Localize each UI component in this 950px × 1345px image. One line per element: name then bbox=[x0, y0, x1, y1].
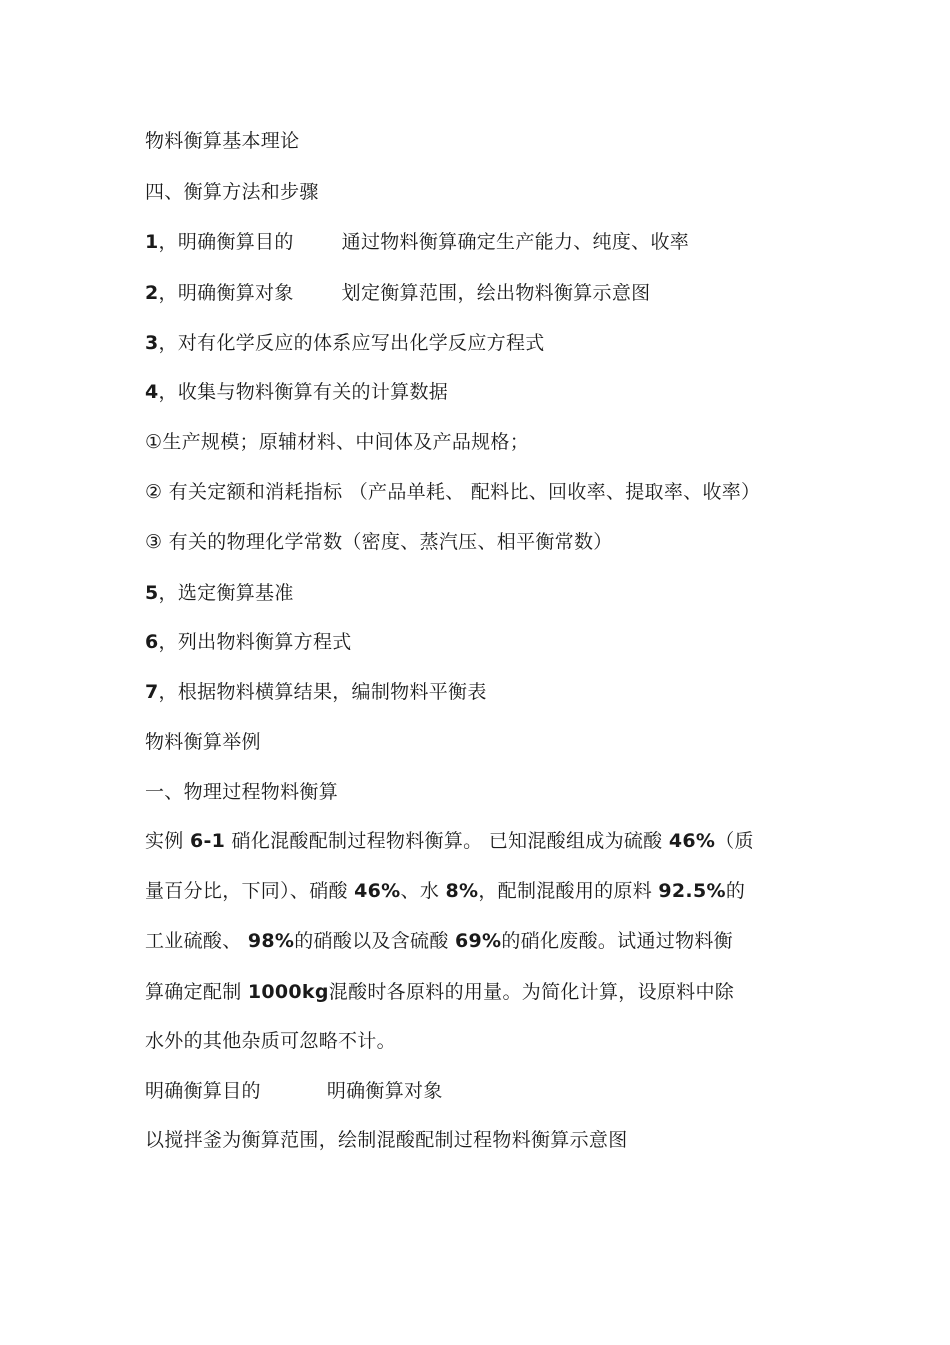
purpose-object-line bbox=[145, 1079, 443, 1103]
section-heading-examples: 物料衡算举例 bbox=[145, 731, 261, 753]
step-number: 2 bbox=[145, 282, 159, 304]
step-number: 6 bbox=[145, 631, 159, 653]
text-run: 工业硫酸、 bbox=[145, 930, 248, 952]
step-text: 对有化学反应的体系应写出化学反应方程式 bbox=[177, 332, 545, 354]
step-description: 通过物料衡算确定生产能力、纯度、收率 bbox=[341, 231, 690, 253]
step-3 bbox=[145, 331, 545, 355]
step-text: 列出物料衡算方程式 bbox=[177, 631, 352, 653]
step-label: 明确衡算目的 bbox=[177, 231, 294, 253]
text-run: 量百分比，下同）、硝酸 bbox=[145, 880, 355, 902]
text-run: 的硝化废酸。试通过物料衡 bbox=[501, 930, 733, 952]
step-text: 根据物料横算结果，编制物料平衡表 bbox=[177, 681, 487, 703]
example-paragraph-line-5: 水外的其他杂质可忽略不计。 bbox=[145, 1030, 396, 1052]
example-paragraph-line-2 bbox=[145, 879, 745, 903]
step-5 bbox=[145, 581, 294, 605]
step-description: 划定衡算范围，绘出物料衡算示意图 bbox=[341, 282, 651, 304]
step-7 bbox=[145, 680, 487, 704]
step-number: 5 bbox=[145, 582, 159, 604]
text-run: ，配制混酸用的原料 bbox=[478, 880, 659, 902]
step-separator: ， bbox=[158, 231, 178, 253]
step-separator: ， bbox=[158, 582, 178, 604]
percentage-value: 92.5% bbox=[658, 880, 726, 902]
data-item-2: ② 有关定额和消耗指标 （产品单耗、 配料比、回收率、提取率、收率） bbox=[145, 481, 761, 503]
step-6 bbox=[145, 630, 352, 654]
step-separator: ， bbox=[158, 631, 178, 653]
percentage-value: 46% bbox=[354, 880, 401, 902]
example-paragraph-line-4 bbox=[145, 980, 734, 1004]
example-paragraph-line-3 bbox=[145, 929, 733, 953]
step-number: 4 bbox=[145, 381, 159, 403]
section-heading-methods: 四、衡算方法和步骤 bbox=[145, 181, 319, 203]
text-run: 实例 bbox=[145, 830, 190, 852]
scope-line: 以搅拌釜为衡算范围，绘制混酸配制过程物料衡算示意图 bbox=[145, 1129, 628, 1151]
text-run: 的 bbox=[725, 880, 746, 902]
step-separator: ， bbox=[158, 332, 178, 354]
step-separator: ， bbox=[158, 681, 178, 703]
percentage-value: 46% bbox=[668, 830, 716, 852]
step-text: 选定衡算基准 bbox=[177, 582, 294, 604]
text-run: 明确衡算对象 bbox=[326, 1080, 443, 1102]
step-4 bbox=[145, 380, 448, 404]
text-run: 算确定配制 bbox=[145, 981, 248, 1003]
step-text: 收集与物料衡算有关的计算数据 bbox=[177, 381, 449, 403]
text-run: 明确衡算目的 bbox=[145, 1080, 261, 1102]
percentage-value: 69% bbox=[454, 930, 502, 952]
step-2 bbox=[145, 281, 650, 305]
text-run: 硝化混酸配制过程物料衡算。 已知混酸组成为硫酸 bbox=[225, 830, 669, 852]
step-label: 明确衡算对象 bbox=[177, 282, 294, 304]
example-number: 6-1 bbox=[189, 830, 226, 852]
data-item-3: ③ 有关的物理化学常数（密度、蒸汽压、相平衡常数） bbox=[145, 531, 613, 553]
percentage-value: 8% bbox=[445, 880, 479, 902]
text-run: 、水 bbox=[400, 880, 446, 902]
step-separator: ， bbox=[158, 282, 178, 304]
percentage-value: 98% bbox=[247, 930, 295, 952]
text-run: （质 bbox=[715, 830, 754, 852]
text-run: 混酸时各原料的用量。为简化计算，设原料中除 bbox=[328, 981, 735, 1003]
section-heading-physical-process: 一、物理过程物料衡算 bbox=[145, 781, 339, 803]
doc-title: 物料衡算基本理论 bbox=[145, 130, 300, 152]
step-number: 3 bbox=[145, 332, 159, 354]
mass-value: 1000kg bbox=[247, 981, 329, 1003]
text-run: 的硝酸以及含硫酸 bbox=[294, 930, 455, 952]
step-1 bbox=[145, 230, 689, 254]
step-separator: ， bbox=[158, 381, 178, 403]
step-number: 7 bbox=[145, 681, 159, 703]
step-number: 1 bbox=[145, 231, 159, 253]
example-paragraph-line-1 bbox=[145, 829, 754, 853]
data-item-1: ①生产规模；原辅材料、中间体及产品规格； bbox=[145, 431, 530, 453]
